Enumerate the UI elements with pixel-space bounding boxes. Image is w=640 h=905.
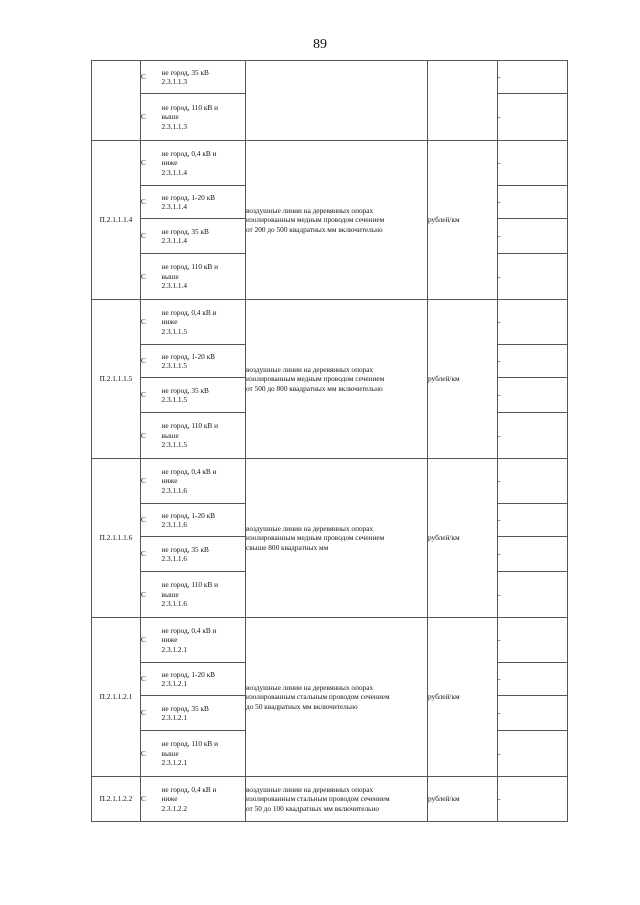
row-code: П.2.1.1.2.2 xyxy=(92,777,141,822)
category-letter: С xyxy=(141,141,162,186)
voltage-description-line: 2.3.1.1.5 xyxy=(161,361,188,370)
line-description xyxy=(246,61,428,141)
voltage-description-line: не город, 35 кВ xyxy=(161,67,209,77)
line-description-text: воздушные линии на деревянных опорах xyxy=(246,784,374,794)
line-description-text: от 200 до 500 квадратных мм включительно xyxy=(246,224,383,234)
row-code xyxy=(92,61,141,141)
voltage-description-line: 2.3.1.1.5 xyxy=(161,326,188,336)
line-description xyxy=(246,777,428,822)
voltage-description-line: 2.3.1.1.6 xyxy=(161,485,188,495)
tariff-value: - xyxy=(498,219,568,254)
line-description-text: свыше 800 квадратных мм xyxy=(246,542,329,552)
voltage-description-line: ниже xyxy=(161,794,178,804)
line-description-text: изолированным стальным проводом сечением xyxy=(246,692,390,702)
voltage-description-line: ниже xyxy=(161,476,178,486)
tariff-value: - xyxy=(498,345,568,378)
voltage-description xyxy=(162,696,246,731)
voltage-description xyxy=(162,300,246,345)
line-description-text: воздушные линии на деревянных опорах xyxy=(246,682,374,692)
voltage-description-line: 2.3.1.1.6 xyxy=(161,520,188,529)
voltage-description-line: не город, 110 кВ и xyxy=(161,421,219,431)
table-row xyxy=(92,777,568,822)
voltage-description-line: выше xyxy=(161,271,179,281)
voltage-description-line: не город, 110 кВ и xyxy=(161,739,219,749)
voltage-description-line: не город, 1-20 кВ xyxy=(161,510,215,520)
voltage-description xyxy=(162,731,246,777)
voltage-description-line: ниже xyxy=(161,317,178,327)
tariff-value: - xyxy=(498,61,568,94)
voltage-description xyxy=(162,345,246,378)
voltage-description xyxy=(162,618,246,663)
row-code: П.2.1.1.2.1 xyxy=(92,618,141,777)
line-description xyxy=(246,141,428,300)
line-description-text: изолированным медным проводом сечением xyxy=(246,215,385,225)
table-row xyxy=(92,618,568,663)
voltage-description-line: выше xyxy=(161,112,179,122)
category-letter: С xyxy=(141,61,162,94)
voltage-description-line: не город, 110 кВ и xyxy=(161,262,219,272)
voltage-description-line: 2.3.1.1.3 xyxy=(161,121,188,131)
voltage-description-line: 2.3.1.1.5 xyxy=(161,440,188,450)
tariff-value: - xyxy=(498,141,568,186)
voltage-description-line: 2.3.1.1.5 xyxy=(161,395,188,404)
voltage-description-line: 2.3.1.2.1 xyxy=(161,713,188,722)
voltage-description xyxy=(162,254,246,300)
unit-of-measure: рублей/км xyxy=(428,777,498,822)
category-letter: С xyxy=(141,300,162,345)
unit-of-measure: рублей/км xyxy=(428,300,498,459)
voltage-description-line: 2.3.1.2.1 xyxy=(161,758,188,768)
category-letter: С xyxy=(141,618,162,663)
line-description-text: до 50 квадратных мм включительно xyxy=(246,701,358,711)
voltage-description-line: не город, 0,4 кВ и xyxy=(161,625,217,635)
line-description xyxy=(246,300,428,459)
unit-of-measure: рублей/км xyxy=(428,459,498,618)
category-letter: С xyxy=(141,459,162,504)
line-description xyxy=(246,459,428,618)
table-row xyxy=(92,459,568,504)
voltage-description-line: не город, 0,4 кВ и xyxy=(161,784,217,794)
voltage-description-line: не город, 110 кВ и xyxy=(161,102,219,112)
voltage-description xyxy=(162,141,246,186)
line-description xyxy=(246,618,428,777)
voltage-description xyxy=(162,537,246,572)
voltage-description-line: 2.3.1.1.3 xyxy=(161,77,188,86)
voltage-description xyxy=(162,777,246,822)
voltage-description-line: не город, 1-20 кВ xyxy=(161,669,215,679)
tariff-value: - xyxy=(498,537,568,572)
voltage-description xyxy=(162,572,246,618)
tariff-value: - xyxy=(498,378,568,413)
tariff-value: - xyxy=(498,413,568,459)
voltage-description xyxy=(162,378,246,413)
voltage-description-line: ниже xyxy=(161,635,178,645)
tariff-value: - xyxy=(498,663,568,696)
voltage-description-line: не город, 110 кВ и xyxy=(161,580,219,590)
tariff-value: - xyxy=(498,572,568,618)
category-letter: С xyxy=(141,345,162,378)
line-description-text: изолированным медным проводом сечением xyxy=(246,533,385,543)
tariff-table xyxy=(91,60,568,822)
row-code: П.2.1.1.1.5 xyxy=(92,300,141,459)
table-row xyxy=(92,300,568,345)
category-letter: С xyxy=(141,537,162,572)
voltage-description-line: ниже xyxy=(161,158,178,168)
line-description-text: воздушные линии на деревянных опорах xyxy=(246,205,374,215)
voltage-description-line: не город, 35 кВ xyxy=(161,385,209,395)
line-description-text: изолированным медным проводом сечением xyxy=(246,374,385,384)
voltage-description-line: не город, 1-20 кВ xyxy=(161,351,215,361)
voltage-description-line: не город, 1-20 кВ xyxy=(161,192,215,202)
row-code: П.2.1.1.1.6 xyxy=(92,459,141,618)
voltage-description-line: не город, 0,4 кВ и xyxy=(161,466,217,476)
line-description-text: от 50 до 100 квадратных мм включительно xyxy=(246,803,380,813)
voltage-description-line: 2.3.1.2.1 xyxy=(161,644,188,654)
tariff-value: - xyxy=(498,504,568,537)
tariff-value: - xyxy=(498,696,568,731)
page-number: 89 xyxy=(313,37,327,52)
category-letter: С xyxy=(141,413,162,459)
voltage-description-line: 2.3.1.2.2 xyxy=(161,803,188,813)
line-description-text: от 500 до 800 квадратных мм включительно xyxy=(246,383,383,393)
voltage-description xyxy=(162,94,246,141)
voltage-description-line: не город, 0,4 кВ и xyxy=(161,307,217,317)
voltage-description-line: 2.3.1.1.4 xyxy=(161,281,188,291)
tariff-value: - xyxy=(498,777,568,822)
voltage-description-line: не город, 35 кВ xyxy=(161,703,209,713)
voltage-description xyxy=(162,504,246,537)
voltage-description-line: выше xyxy=(161,589,179,599)
category-letter: С xyxy=(141,696,162,731)
voltage-description-line: 2.3.1.1.4 xyxy=(161,167,188,177)
category-letter: С xyxy=(141,504,162,537)
category-letter: С xyxy=(141,254,162,300)
tariff-value: - xyxy=(498,254,568,300)
category-letter: С xyxy=(141,378,162,413)
tariff-value: - xyxy=(498,459,568,504)
line-description-text: изолированным стальным проводом сечением xyxy=(246,794,390,804)
category-letter: С xyxy=(141,663,162,696)
voltage-description xyxy=(162,186,246,219)
voltage-description xyxy=(162,663,246,696)
voltage-description-line: 2.3.1.1.6 xyxy=(161,554,188,563)
voltage-description-line: не город, 0,4 кВ и xyxy=(161,148,217,158)
tariff-value: - xyxy=(498,300,568,345)
category-letter: С xyxy=(141,94,162,141)
tariff-value: - xyxy=(498,618,568,663)
voltage-description-line: 2.3.1.2.1 xyxy=(161,679,188,688)
category-letter: С xyxy=(141,731,162,777)
voltage-description-line: не город, 35 кВ xyxy=(161,226,209,236)
tariff-value: - xyxy=(498,94,568,141)
category-letter: С xyxy=(141,777,162,822)
tariff-value: - xyxy=(498,731,568,777)
tariff-value: - xyxy=(498,186,568,219)
category-letter: С xyxy=(141,186,162,219)
voltage-description-line: 2.3.1.1.4 xyxy=(161,236,188,245)
voltage-description xyxy=(162,61,246,94)
line-description-text: воздушные линии на деревянных опорах xyxy=(246,523,374,533)
line-description-text: воздушные линии на деревянных опорах xyxy=(246,364,374,374)
table-row xyxy=(92,61,568,94)
voltage-description-line: 2.3.1.1.4 xyxy=(161,202,188,211)
unit-of-measure: рублей/км xyxy=(428,618,498,777)
voltage-description-line: выше xyxy=(161,430,179,440)
voltage-description-line: 2.3.1.1.6 xyxy=(161,599,188,609)
category-letter: С xyxy=(141,572,162,618)
voltage-description-line: выше xyxy=(161,748,179,758)
row-code: П.2.1.1.1.4 xyxy=(92,141,141,300)
category-letter: С xyxy=(141,219,162,254)
voltage-description xyxy=(162,413,246,459)
voltage-description xyxy=(162,459,246,504)
voltage-description xyxy=(162,219,246,254)
unit-of-measure xyxy=(428,61,498,141)
voltage-description-line: не город, 35 кВ xyxy=(161,544,209,554)
unit-of-measure: рублей/км xyxy=(428,141,498,300)
table-row xyxy=(92,141,568,186)
